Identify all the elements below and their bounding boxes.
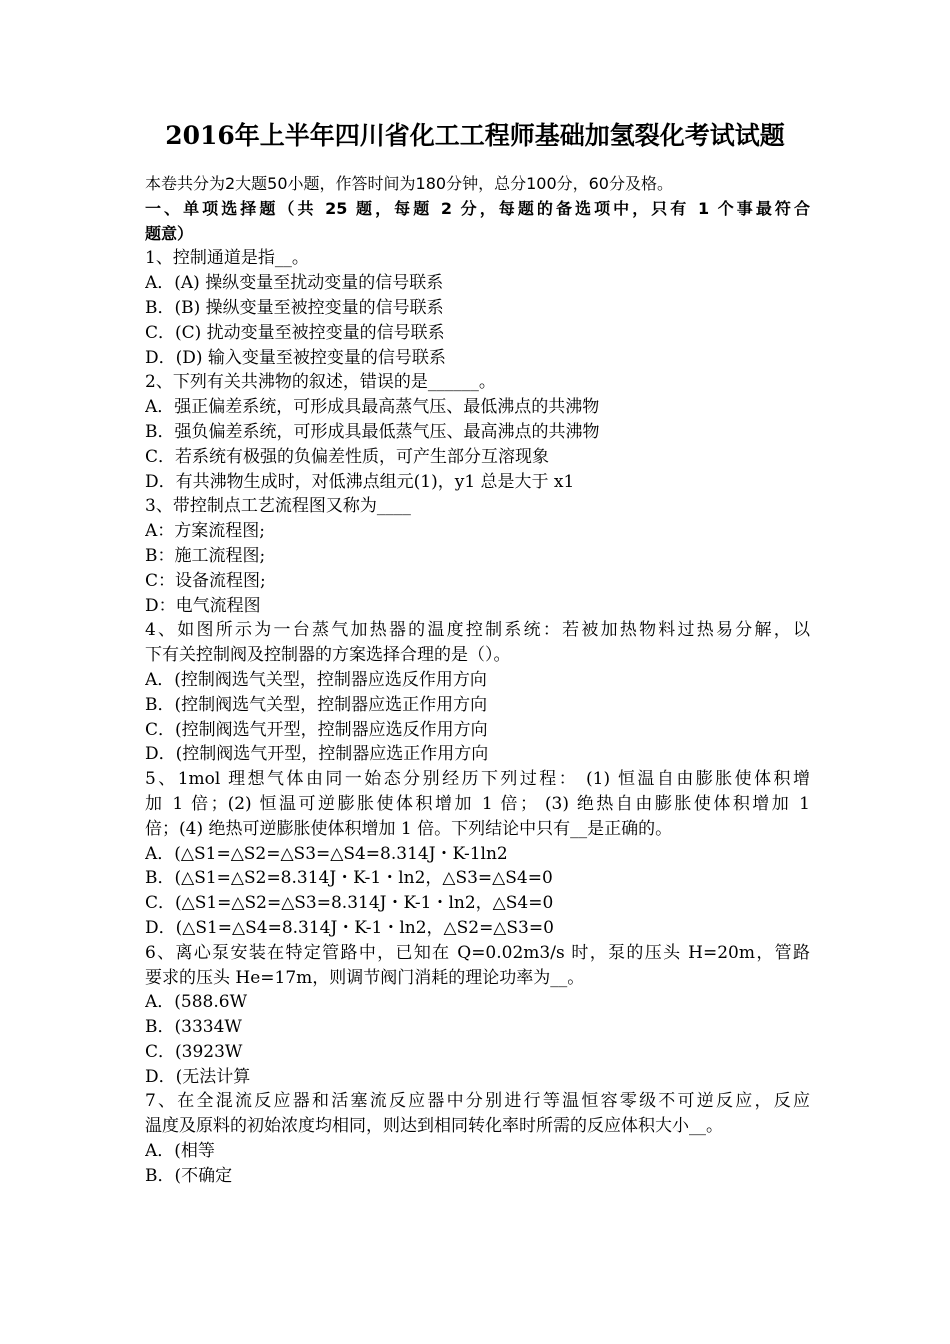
question-6-option-d: D．(无法计算 xyxy=(145,1066,251,1087)
question-4-stem: 4、如图所示为一台蒸气加热器的温度控制系统：若被加热物料过热易分解，以 xyxy=(145,620,810,641)
document-title: 2016年上半年四川省化工工程师基础加氢裂化考试试题 xyxy=(165,121,785,150)
question-5-stem-cont-2: 倍；(4) 绝热可逆膨胀使体积增加 1 倍。下列结论中只有__是正确的。 xyxy=(145,818,673,839)
question-3-option-b: B：施工流程图; xyxy=(145,545,266,566)
question-4-option-b: B．(控制阀选气关型，控制器应选正作用方向 xyxy=(145,694,488,715)
question-5-stem: 5、1mol 理想气体由同一始态分别经历下列过程： (1) 恒温自由膨胀使体积增 xyxy=(145,769,810,790)
question-7-option-b: B．(不确定 xyxy=(145,1165,233,1186)
question-5-option-c: C．(△S1=△S2=△S3=8.314J・K-1・ln2，△S4=0 xyxy=(145,893,554,914)
question-6-stem-cont: 要求的压头 He=17m，则调节阀门消耗的理论功率为__。 xyxy=(145,967,585,988)
question-1-option-d: D．(D) 输入变量至被控变量的信号联系 xyxy=(145,347,446,368)
question-2-option-c: C．若系统有极强的负偏差性质，可产生部分互溶现象 xyxy=(145,446,550,467)
question-6-stem: 6、离心泵安装在特定管路中，已知在 Q=0.02m3/s 时，泵的压头 H=20m，管路 xyxy=(145,942,810,963)
question-2-option-b: B．强负偏差系统，可形成具最低蒸气压、最高沸点的共沸物 xyxy=(145,421,600,442)
question-5-option-b: B．(△S1=△S2=8.314J・K-1・ln2，△S3=△S4=0 xyxy=(145,868,553,889)
question-2-stem: 2、下列有关共沸物的叙述，错误的是______。 xyxy=(145,372,496,393)
question-1-stem: 1、控制通道是指__。 xyxy=(145,248,309,269)
question-5-stem-cont-1: 加 1 倍；(2) 恒温可逆膨胀使体积增加 1 倍； (3) 绝热自由膨胀使体积增加 1 xyxy=(145,793,810,814)
question-1-option-c: C．(C) 扰动变量至被控变量的信号联系 xyxy=(145,322,445,343)
document-body xyxy=(145,172,810,1189)
question-2-option-d: D．有共沸物生成时，对低沸点组元(1)，y1 总是大于 x1 xyxy=(145,471,575,492)
question-6-option-b: B．(3334W xyxy=(145,1017,242,1038)
exam-intro: 本卷共分为2大题50小题，作答时间为180分钟，总分100分，60分及格。 xyxy=(145,174,673,193)
question-1-option-b: B．(B) 操纵变量至被控变量的信号联系 xyxy=(145,297,444,318)
section-heading: 一、单项选择题（共 25 题，每题 2 分，每题的备选项中，只有 1 个事最符合 xyxy=(145,198,810,218)
question-4-option-a: A．(控制阀选气关型，控制器应选反作用方向 xyxy=(145,669,487,690)
question-7-stem-cont: 温度及原料的初始浓度均相同，则达到相同转化率时所需的反应体积大小__。 xyxy=(145,1116,723,1137)
question-3-option-c: C：设备流程图; xyxy=(145,570,266,591)
question-3-option-d: D：电气流程图 xyxy=(145,595,261,616)
question-3-option-a: A：方案流程图; xyxy=(145,521,266,542)
question-1-option-a: A．(A) 操纵变量至扰动变量的信号联系 xyxy=(145,273,444,294)
section-heading-cont: 题意） xyxy=(145,223,194,243)
question-4-option-c: C．(控制阀选气开型，控制器应选反作用方向 xyxy=(145,719,488,740)
question-5-option-d: D．(△S1=△S4=8.314J・K-1・ln2，△S2=△S3=0 xyxy=(145,917,554,938)
question-3-stem: 3、带控制点工艺流程图又称为____ xyxy=(145,496,411,517)
question-6-option-c: C．(3923W xyxy=(145,1041,243,1062)
question-4-stem-cont: 下有关控制阀及控制器的方案选择合理的是（）。 xyxy=(145,645,511,666)
question-6-option-a: A．(588.6W xyxy=(145,992,248,1013)
question-2-option-a: A．强正偏差系统，可形成具最高蒸气压、最低沸点的共沸物 xyxy=(145,397,600,418)
question-7-option-a: A．(相等 xyxy=(145,1141,215,1162)
question-5-option-a: A．(△S1=△S2=△S3=△S4=8.314J・K-1ln2 xyxy=(145,843,508,864)
question-7-stem: 7、在全混流反应器和活塞流反应器中分别进行等温恒容零级不可逆反应，反应 xyxy=(145,1091,810,1112)
question-4-option-d: D．(控制阀选气开型，控制器应选正作用方向 xyxy=(145,744,489,765)
